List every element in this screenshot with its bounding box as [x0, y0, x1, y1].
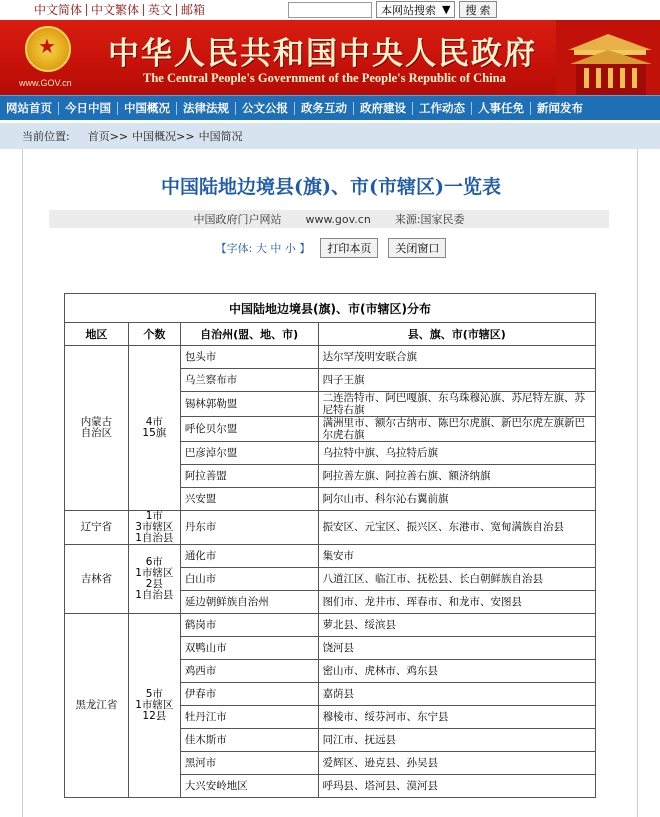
prefecture-cell: 延边朝鲜族自治州 — [180, 591, 318, 614]
breadcrumb-label: 当前位置: — [22, 130, 70, 143]
site-subtitle: The Central People's Government of the People's Republic of China — [143, 71, 506, 85]
search-scope-label: 本网站搜索 — [381, 3, 436, 17]
table-row — [65, 346, 596, 369]
counties-cell: 八道江区、临江市、抚松县、长白朝鲜族自治县 — [318, 568, 595, 591]
nav-bulletins[interactable]: 公文公报 — [242, 101, 288, 115]
lang-english-link[interactable]: 英文 — [148, 2, 173, 17]
breadcrumb — [0, 123, 660, 149]
lang-simplified-link[interactable]: 中文简体 — [34, 2, 83, 17]
table-row — [65, 545, 596, 568]
source-site: 中国政府门户网站 — [193, 213, 282, 226]
border-county-table — [64, 293, 596, 798]
main-nav — [0, 95, 660, 120]
prefecture-cell: 乌兰察布市 — [180, 369, 318, 392]
lang-traditional-link[interactable]: 中文繁体 — [91, 2, 140, 17]
counties-cell: 穆棱市、绥芬河市、东宁县 — [318, 706, 595, 729]
breadcrumb-home-link[interactable]: 首页>> — [87, 130, 129, 143]
nav-laws[interactable]: 法律法规 — [183, 101, 229, 115]
region-count: 1市 3市辖区 1自治县 — [128, 511, 180, 545]
header-count: 个数 — [128, 323, 180, 346]
counties-cell: 阿尔山市、科尔沁右翼前旗 — [318, 488, 595, 511]
counties-cell: 萝北县、绥滨县 — [318, 614, 595, 637]
search-input[interactable] — [288, 2, 372, 18]
font-size-medium[interactable]: 中 — [270, 242, 282, 255]
source-label: 来源:国家民委 — [394, 213, 465, 226]
counties-cell: 满洲里市、额尔古纳市、陈巴尔虎旗、新巴尔虎左旗新巴尔虎右旗 — [318, 417, 595, 442]
prefecture-cell: 黑河市 — [180, 752, 318, 775]
prefecture-cell: 大兴安岭地区 — [180, 775, 318, 798]
nav-china-overview[interactable]: 中国概况 — [124, 101, 170, 115]
counties-cell: 乌拉特中旗、乌拉特后旗 — [318, 442, 595, 465]
prefecture-cell: 呼伦贝尔盟 — [180, 417, 318, 442]
nav-press[interactable]: 新闻发布 — [537, 101, 583, 115]
chevron-down-icon: ▼ — [442, 3, 451, 16]
tiananmen-gate-icon — [556, 20, 660, 95]
region-count: 6市 1市辖区 2县 1自治县 — [128, 545, 180, 614]
prefecture-cell: 牡丹江市 — [180, 706, 318, 729]
breadcrumb-overview-link[interactable]: 中国概况>> — [132, 130, 195, 143]
counties-cell: 四子王旗 — [318, 369, 595, 392]
prefecture-cell: 佳木斯市 — [180, 729, 318, 752]
counties-cell: 达尔罕茂明安联合旗 — [318, 346, 595, 369]
counties-cell: 呼玛县、塔河县、漠河县 — [318, 775, 595, 798]
region-count: 5市 1市辖区 12县 — [128, 614, 180, 798]
table-caption: 中国陆地边境县(旗)、市(市辖区)分布 — [65, 294, 596, 323]
font-size-label: 【字体: — [215, 242, 253, 255]
region-count: 4市 15旗 — [128, 346, 180, 511]
font-size-control — [216, 240, 311, 256]
site-url: www.GOV.cn — [19, 78, 72, 88]
font-size-small[interactable]: 小 — [284, 242, 296, 255]
table-row — [65, 511, 596, 545]
region-name: 内蒙古 自治区 — [65, 346, 129, 511]
nav-home[interactable]: 网站首页 — [6, 101, 52, 115]
prefecture-cell: 通化市 — [180, 545, 318, 568]
prefecture-cell: 巴彦淖尔盟 — [180, 442, 318, 465]
article-tools — [23, 238, 639, 258]
national-emblem-icon — [25, 26, 71, 72]
source-url: www.gov.cn — [305, 212, 371, 226]
header-prefecture: 自治州(盟、地、市) — [180, 323, 318, 346]
site-title: 中华人民共和国中央人民政府 — [108, 36, 537, 72]
page-title: 中国陆地边境县(旗)、市(市辖区)一览表 — [161, 176, 501, 198]
star-icon: ★ — [38, 34, 56, 58]
prefecture-cell: 伊春市 — [180, 683, 318, 706]
nav-today-china[interactable]: 今日中国 — [65, 101, 111, 115]
counties-cell: 嘉荫县 — [318, 683, 595, 706]
search-button[interactable]: 搜 索 — [459, 1, 496, 18]
nav-appointments[interactable]: 人事任免 — [478, 101, 524, 115]
header-region: 地区 — [65, 323, 129, 346]
print-button[interactable]: 打印本页 — [320, 238, 378, 258]
font-size-large[interactable]: 大 — [255, 242, 267, 255]
nav-interaction[interactable]: 政务互动 — [301, 101, 347, 115]
nav-gov-building[interactable]: 政府建设 — [360, 101, 406, 115]
region-name: 黑龙江省 — [65, 614, 129, 798]
prefecture-cell: 丹东市 — [180, 511, 318, 545]
close-window-button[interactable]: 关闭窗口 — [388, 238, 446, 258]
site-banner — [0, 20, 660, 95]
counties-cell: 同江市、抚远县 — [318, 729, 595, 752]
mail-link[interactable]: 邮箱 — [181, 2, 206, 17]
prefecture-cell: 阿拉善盟 — [180, 465, 318, 488]
nav-work-news[interactable]: 工作动态 — [419, 101, 465, 115]
prefecture-cell: 白山市 — [180, 568, 318, 591]
language-links — [30, 1, 209, 18]
counties-cell: 二连浩特市、阿巴嘎旗、东乌珠穆沁旗、苏尼特左旗、苏尼特右旗 — [318, 392, 595, 417]
article-meta — [49, 210, 609, 228]
article-content — [22, 149, 638, 817]
counties-cell: 振安区、元宝区、振兴区、东港市、宽甸满族自治县 — [318, 511, 595, 545]
prefecture-cell: 鸡西市 — [180, 660, 318, 683]
prefecture-cell: 双鸭山市 — [180, 637, 318, 660]
table-row — [65, 614, 596, 637]
prefecture-cell: 包头市 — [180, 346, 318, 369]
region-name: 辽宁省 — [65, 511, 129, 545]
counties-cell: 图们市、龙井市、珲春市、和龙市、安图县 — [318, 591, 595, 614]
prefecture-cell: 兴安盟 — [180, 488, 318, 511]
region-name: 吉林省 — [65, 545, 129, 614]
breadcrumb-current[interactable]: 中国简况 — [198, 130, 243, 143]
site-search — [288, 1, 497, 18]
counties-cell: 密山市、虎林市、鸡东县 — [318, 660, 595, 683]
search-scope-select[interactable] — [376, 1, 455, 18]
prefecture-cell: 锡林郭勒盟 — [180, 392, 318, 417]
counties-cell: 阿拉善左旗、阿拉善右旗、额济纳旗 — [318, 465, 595, 488]
font-size-close-bracket: 】 — [299, 242, 311, 255]
counties-cell: 集安市 — [318, 545, 595, 568]
counties-cell: 饶河县 — [318, 637, 595, 660]
header-counties: 县、旗、市(市辖区) — [318, 323, 595, 346]
top-bar — [0, 0, 660, 20]
prefecture-cell: 鹤岗市 — [180, 614, 318, 637]
counties-cell: 爱辉区、逊克县、孙吴县 — [318, 752, 595, 775]
